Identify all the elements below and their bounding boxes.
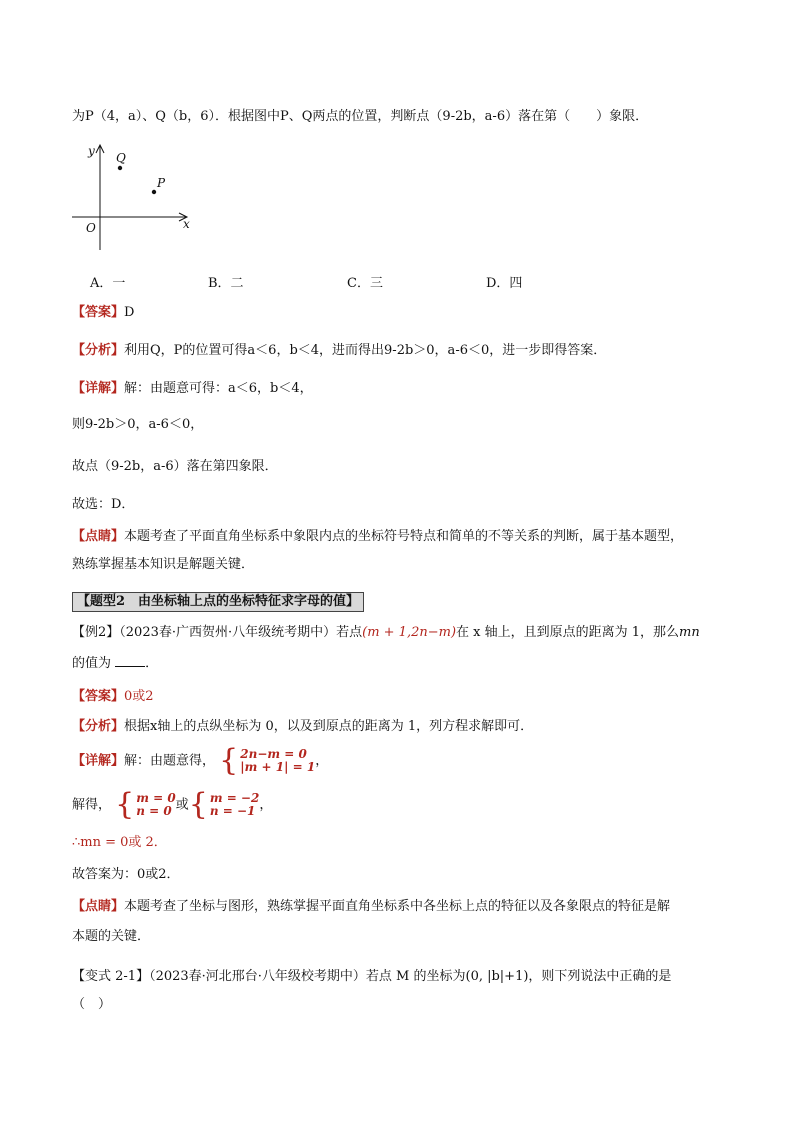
point-p-label: P: [157, 176, 166, 190]
sys3-row-2: n = −1: [209, 804, 256, 818]
q2-line2: 的值为: [72, 656, 112, 671]
or-word: 或: [175, 797, 189, 813]
sys3-row-1: m = −2: [209, 791, 260, 805]
q1-answer: [72, 304, 134, 322]
answer-tag: 【答案】: [72, 305, 125, 320]
solve-prefix: 解得，: [72, 797, 112, 813]
analysis-text: 利用Q，P的位置可得a＜6，b＜4，进而得出9-2b＞0，a-6＜0，进一步即得答案．: [124, 343, 607, 358]
equation-system-1: { 2n−m = 0 |m + 1| = 1: [219, 743, 316, 778]
analysis-text: 根据x轴上的点纵坐标为 0，以及到原点的距离为 1，列方程求解即可．: [124, 719, 534, 734]
option-b: B．二: [208, 276, 244, 291]
therefore-text: ∴mn = 0或 2．: [72, 835, 167, 850]
point-q-label: Q: [116, 151, 126, 165]
q2-comment-1: [72, 898, 670, 916]
q1-detail-3: 故点（9-2b，a-6）落在第四象限．: [72, 459, 278, 474]
q2-line2-end: ．: [145, 656, 159, 671]
q2-solve: [72, 787, 273, 822]
option-a: A．一: [90, 276, 126, 291]
q3-question-line-1: 【变式 2-1】（2023春·河北邢台·八年级校考期中）若点 M 的坐标为(0, |b|+1)，则下列说法中正确的是: [72, 969, 672, 984]
origin-label: O: [86, 221, 96, 235]
q2-question-line-2: [72, 654, 158, 673]
answer-tag: 【答案】: [72, 689, 125, 704]
q2-expr: mn: [679, 625, 700, 640]
q1-detail-2: 则9-2b＞0，a-6＜0，: [72, 417, 204, 432]
sys1-row-2: |m + 1| = 1: [240, 760, 316, 774]
equation-system-3: { m = −2 n = −1: [188, 787, 260, 822]
option-d: D．四: [486, 276, 523, 291]
x-axis-label: x: [183, 217, 190, 231]
y-axis-label: y: [88, 144, 95, 158]
detail-text: 解：由题意得，: [124, 753, 216, 769]
q2-question-line-1: [72, 624, 700, 642]
comment-text: 本题考查了平面直角坐标系中象限内点的坐标符号特点和简单的不等关系的判断，属于基本题型，: [124, 529, 684, 544]
q1-detail-4: 故选：D．: [72, 497, 135, 512]
sys2-row-1: m = 0: [136, 791, 176, 805]
detail-tag: 【详解】: [72, 753, 125, 769]
sys1-row-1: 2n−m = 0: [240, 747, 307, 761]
q2-answer: [72, 688, 154, 706]
x-axis: [72, 213, 187, 221]
q1-detail-1: [72, 380, 313, 398]
detail-text: 解：由题意可得：a＜6，b＜4，: [124, 381, 313, 396]
y-axis: [96, 145, 104, 250]
q1-comment-1: [72, 528, 683, 546]
q2-comment-2: 本题的关键．: [72, 929, 151, 944]
answer-blank: [115, 654, 145, 667]
detail-1-end: ，: [315, 753, 329, 769]
q1-question-text: 为P（4，a）、Q（b，6）．根据图中P、Q两点的位置，判断点（9-2b，a-6）落在第（ ）象限．: [72, 109, 649, 124]
equation-system-2: { m = 0 n = 0: [115, 787, 176, 822]
q2-middle: 在 x 轴上，且到原点的距离为 1，那么: [456, 625, 680, 640]
point-q: [118, 166, 122, 170]
comment-tag: 【点睛】: [72, 529, 125, 544]
answer-value: D: [124, 305, 135, 320]
q2-analysis: [72, 718, 533, 736]
q3-question-line-2: （ ）: [72, 997, 112, 1012]
comment-tag: 【点睛】: [72, 899, 125, 914]
q2-therefore: [72, 834, 167, 852]
q1-analysis: [72, 342, 606, 360]
point-p: [152, 190, 156, 194]
sys2-row-2: n = 0: [136, 804, 172, 818]
q1-comment-2: 熟练掌握基本知识是解题关键．: [72, 557, 255, 572]
option-c: C．三: [347, 276, 383, 291]
q2-point: (m + 1,2n−m): [362, 625, 457, 640]
answer-value: 0或2: [124, 689, 154, 704]
coordinate-graph: [66, 140, 196, 255]
comment-text: 本题考查了坐标与图形，熟练掌握平面直角坐标系中各坐标上点的特征以及各象限点的特征是解: [124, 899, 671, 914]
analysis-tag: 【分析】: [72, 343, 125, 358]
analysis-tag: 【分析】: [72, 719, 125, 734]
section-heading: 【题型2 由坐标轴上点的坐标特征求字母的值】: [72, 592, 364, 612]
q2-prefix: 【例2】（2023春·广西贺州·八年级统考期中）若点: [72, 625, 363, 640]
detail-tag: 【详解】: [72, 381, 125, 396]
q2-detail-1: [72, 743, 329, 778]
solve-end: ，: [259, 797, 273, 813]
q2-final: 故答案为：0或2．: [72, 867, 180, 882]
